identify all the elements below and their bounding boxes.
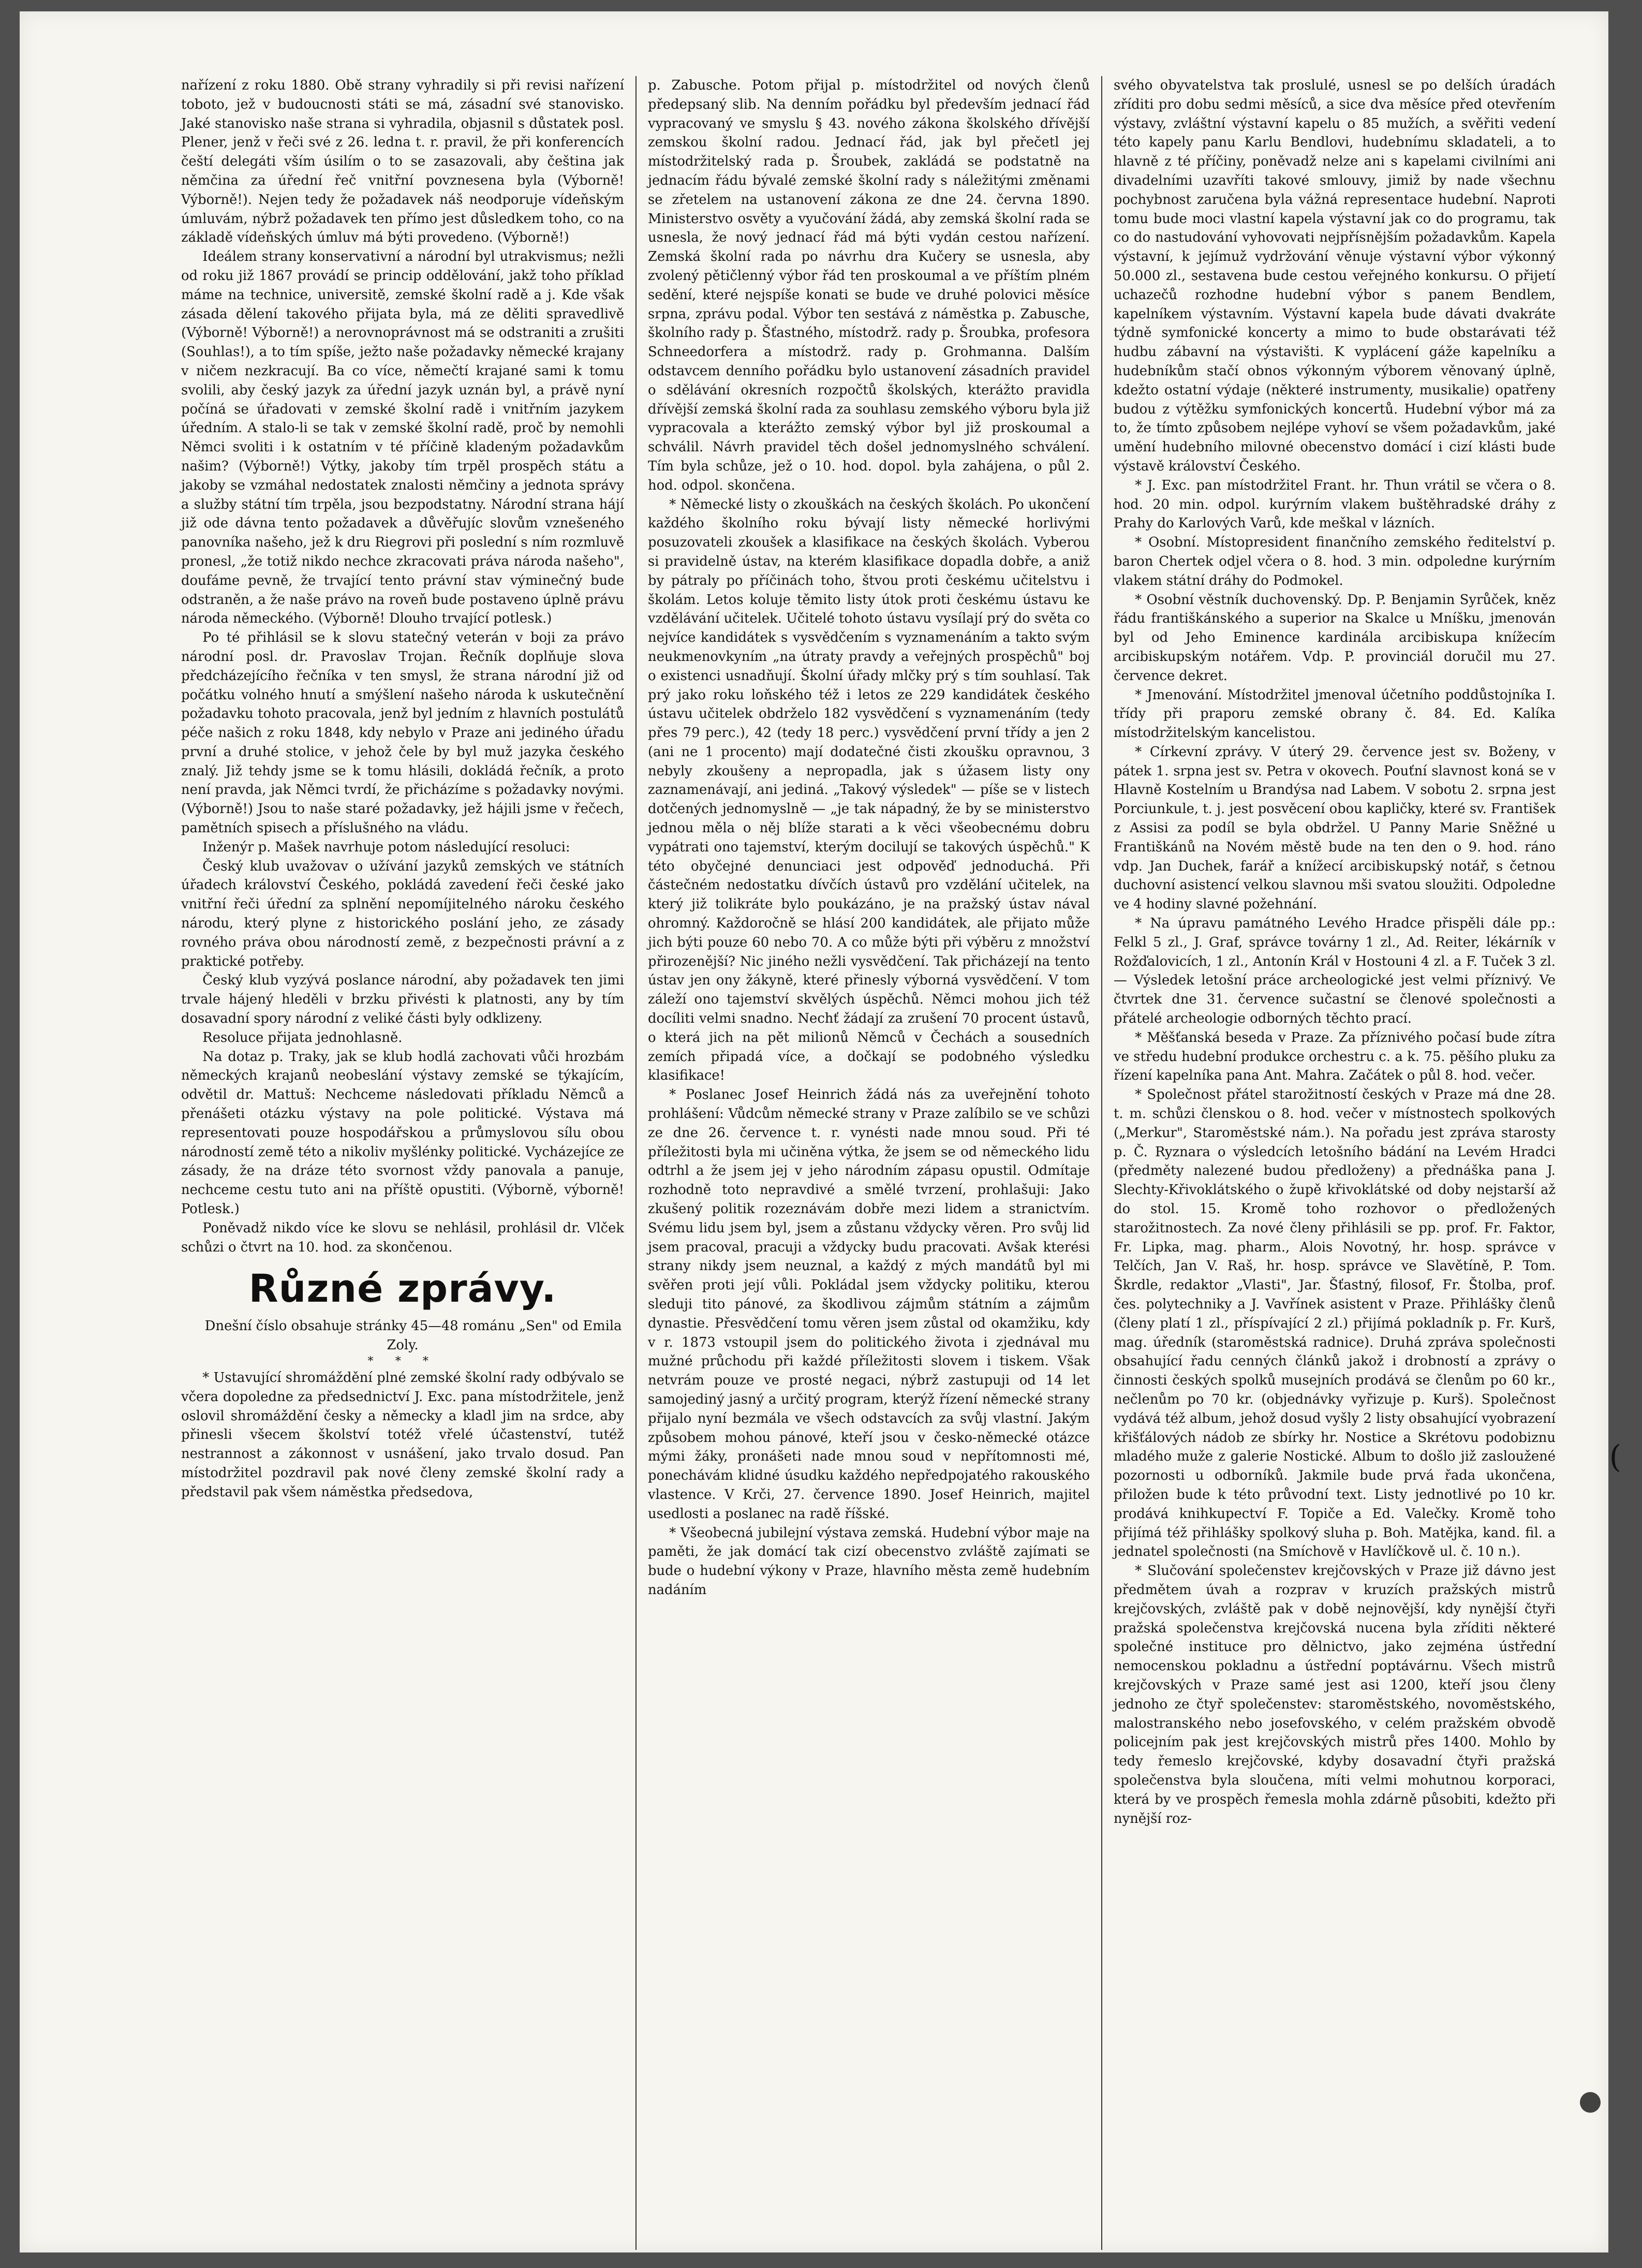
paragraph: * Poslanec Josef Heinrich žádá nás za uveřejnění tohoto prohlášení: Vůdcům německé strany v Praze zalíbilo se ve schůzi ze dne 26. července t. r. vynésti nade mnou soud. Při té příležitosti byla mi učiněna výtka, že jsem se od německého lidu odtrhl a že jsem jej v jeho národním zápasu opustil. Odmítaje rozhodně toto nepravdivé a smělé tvrzení, prohlašuji: Jako zkušený politik rozeznávám dobře mezi lidem a stranictvím. Svému lidu jsem byl, jsem a zůstanu vždycky věren. Pro svůj lid jsem pracoval, pracuji a vždycky budu pracovati. Avšak kterési strany nikdy jsem neuznal, a každý z mých mandátů byl mi svěřen proti její vůli. Pokládal jsem vždycky politiku, kterou sleduji tito pánové, za škodlivou zájmům státním a zájmům dynastie. Přesvědčení tomu věren jsem zůstal od okamžiku, kdy v r. 1873 vstoupil jsem do politického života i zjednával mu mužné průchodu při každé příležitosti slovem i tiskem. Však netvrám pouze ve prosté negaci, nýbrž zastupuji od 14 let samojediný jasný a určitý program, kterýž řízení německé strany přijalo nyní bezmála ve všech odstavcích za svůj vlastní. Jakým způsobem mohou pánové, kteří jsou v česko-německé otázce mými žáky, pronášeti nade mnou soud v nepřítomnosti mé, ponechávám klidné úsudku každého nepředpojatého rakouského vlastence. V Krči, 27. července 1890. Josef Heinrich, majitel usedlosti a poslanec na radě říšské. [648,1087,1090,1522]
paragraph: Český klub vyzývá poslance národní, aby požadavek ten jimi trvale hájený hleděli v brzku přivésti k platnosti, any by tím dosavadní spory národní z veliké části byly odklizeny. [181,973,624,1027]
columns [170,76,1603,2250]
section-title: Různé zprávy. [248,1266,557,1312]
column-2 [635,76,1101,2250]
paragraph: * Církevní zprávy. V úterý 29. července jest sv. Boženy, v pátek 1. srpna jest sv. Petra v okovech. Pouťní slavnost koná se v Hlavně Kostelním u Brandýsa nad Labem. V sobotu 2. srpna jest Porciunkule, t. j. jest posvěcení obou kapličky, které sv. František z Assisi za podíl se byla obdržel. U Panny Marie Sněžné u Františkánů na Novém městě bude na ten den o 9. hod. ráno vdp. Jan Duchek, farář a knížecí arcibiskupský notář, s četnou duchovní asistencí velkou slavnou mši svatou sloužiti. Odpoledne ve 4 hodiny slavné požehnání. [1114,744,1556,912]
paragraph: svého obyvatelstva tak proslulé, usnesl se po delších úradách zříditi pro dobu sedmi měsíců, a sice dva měsíce před otevřením výstavy, zvláštní výstavní kapelu o 85 mužích, a svěřiti vedení této kapely panu Karlu Bendlovi, hudebnímu skladateli, a to hlavně z té příčiny, poněvadž nelze ani s kapelami civilními ani divadelními uzavříti takové smlouvy, jimiž by nade všechnu pochybnost zaručena byla vážná representace hudební. Naproti tomu bude moci vlastní kapela výstavní jak co do programu, tak co do nastudování vyhovovati nejpřísnějším požadavkům. Kapela výstavní, k jejímuž vydržování věnuje výstavní výbor výkonný 50.000 zl., sestavena bude cestou veřejného konkursu. O přijetí uchazečů rozhodne hudební výbor s panem Bendlem, kapelníkem výstavním. Výstavní kapela bude dávati dvakráte týdně symfonické koncerty a mimo to bude obstarávati též hudbu zábavní na výstavišti. K vyplácení gáže kapelníku a hudebníkům stačí obnos výkonným výborem věnovaný úplně, kdežto ostatní výdaje (některé instrumenty, musikalie) opatřeny budou z výtěžku symfonických koncertů. Hudební výbor má za to, že tímto způsobem nejlépe vyhoví se všem požadavkům, jaké umění hudebního milovné obecenstvo domácí i cizí klásti bude výstavě království Českého. [1114,78,1556,474]
paragraph: * Jmenování. Místodržitel jmenoval účetního poddůstojníka I. třídy při praporu zemské obrany č. 84. Ed. Kalíka místodržitelským kancelistou. [1114,687,1556,741]
paragraph: * Měšťanská beseda v Praze. Za příznivého počasí bude zítra ve středu hudební produkce orchestru c. a k. 75. pěšího pluku za řízení kapelníka pana Ant. Mahra. Začátek o půl 8. hod. večer. [1114,1029,1556,1084]
separator-stars: * * * [367,1355,438,1368]
paragraph: * Společnost přátel starožitností českých v Praze má dne 28. t. m. schůzi členskou o 8. hod. večer v místnostech spolkových („Merkur", Staroměstské nám.). Na pořadu jest zpráva starosty p. Č. Ryznara o výsledcích letošního bádání na Levém Hradci (předměty nalezené budou předloženy) a přednáška pana J. Slechty-Křivoklátského o župě křivoklátské od doby nejstarší až do stol. 15. Kromě toho rozhovor o předložených starožitnostech. Za nové členy přihlásili se pp. prof. Fr. Faktor, Fr. Lipka, mag. pharm., Alois Novotný, hr. hosp. správce v Telčích, Jan V. Raš, hr. hosp. správce ve Slavětíně, P. Tom. Škrdle, redaktor „Vlasti", Jar. Šťastný, filosof, Fr. Štolba, prof. čes. polytechniky a J. Vavřínek asistent v Praze. Přihlášky členů (členy platí 1 zl., příspívající 2 zl.) přijímá pokladník p. Fr. Kurš, mag. úředník (staroměstská radnice). Druhá zpráva společnosti obsahující řadu cenných článků jakož i drobností a zprávy o činnosti českých spolků musejních prodává se členům po 60 kr., nečlenům po 70 kr. (objednávky vyřizuje p. Kurš). Společnost vydává též album, jehož dosud vyšly 2 listy obsahující vyobrazení křišťálových nádob ze sbírky hr. Nostice a Skrétovu podobiznu mladého muže z galerie Nostické. Album to došlo již zasloužené pozornosti u odborníků. Jakmile bude prvá řada ukončena, přiložen bude k této průvodní text. Listy jednotlivé po 10 kr. prodává knihkupectví F. Topiče a Ed. Valečky. Kromě toho přijímá též přihlášky spolkový sluha p. Boh. Matějka, kand. fil. a jednatel společnosti (na Smíchově v Havlíčkově ul. č. 10 n.). [1114,1087,1556,1560]
paragraph: * Ustavující shromáždění plné zemské školní rady odbývalo se včera dopoledne za předsednictví J. Exc. pana místodržitele, jenž oslovil shromáždění česky a německy a kladl jim na srdce, aby přinesli všecem školství totéž vřelé účastenství, tutéž nestrannost a zákonnost v usnášení, jako trvalo dosud. Pan místodržitel pozdravil pak nové členy zemské školní rady a představil pak všem náměstka předsedova, [181,1370,624,1500]
paragraph: * Na úpravu památného Levého Hradce přispěli dále pp.: Felkl 5 zl., J. Graf, správce továrny 1 zl., Ad. Reiter, lékárník v Rožďalovicích, 1 zl., Antonín Král v Hostouni 4 zl. a F. Tuček 3 zl. — Výsledek letošní práce archeologické jest velmi příznivý. Ve čtvrtek dne 31. července sučastní se členové společnosti a přátelé archeologie odborných těchto prací. [1114,916,1556,1027]
paragraph: * Všeobecná jubilejní výstava zemská. Hudební výbor maje na paměti, že jak domácí tak cizí obecenstvo zvláště zajímati se bude o hudební výkony v Praze, hlavního města země hudebním nadáním [648,1525,1090,1598]
paragraph: * Slučování společenstev krejčovských v Praze již dávno jest předmětem úvah a rozprav v kruzích pražských mistrů krejčovských, zvláště pak v době nejnovější, kdy nynější čtyři pražská společenstva krejčovská nucena byla zříditi některé společné instituce pro dělnictvo, jako zejména ústřední nemocenskou pokladnu a ústřední poptávárnu. Všech mistrů krejčovských v Praze samé jest asi 1200, kteří jsou členy jednoho ze čtyř společenstev: staroměstského, novoměstského, malostranského nebo josefovského, v celém pražském obvodě policejním pak jest krejčovských mistrů přes 1400. Mohlo by tedy řemeslo krejčovské, kdyby dosavadní čtyři pražská společenstva byla sloučena, míti velmi mohutnou korporaci, která by ve prospěch řemesla mohla zdárně působiti, kdežto při nynější roz- [1114,1563,1556,1827]
novel-notice: Dnešní číslo obsahuje stránky 45—48 románu „Sen" od Emila Zoly. [204,1318,622,1353]
paragraph: Poněvadž nikdo více ke slovu se nehlásil, prohlásil dr. Vlček schůzi o čtvrt na 10. hod. za skončenou. [181,1220,624,1255]
paragraph: Ideálem strany konservativní a národní byl utrakvismus; nežli od roku již 1867 provádí se princip oddělování, jakž toho příklad máme na technice, universitě, zemské školní radě a j. Kde však zásada dělení takového přijata byla, má ze děliti spravedlivě (Výborně! Výborně!) a nerovnoprávnost má se odstraniti a zrušiti (Souhlas!), a to tím spíše, ježto naše požadavky německé krajany v ničem nezkracují. Ba co více, němečtí krajané sami k tomu svolili, aby český jazyk za úřední jazyk uznán byl, a právě nyní počíná se úřadovati v zemské školní radě i vnitřním jazykem úředním. A stalo-li se tak v zemské školní radě, proč by nemohli Němci svoliti i k ostatním v té příčině kladeným požadavkům našim? (Výborně!) Výtky, jakoby tím trpěl prospěch státu a jakoby se vzmáhal nedostatek znalosti němčiny a jednota správy a služby státní tím trpěla, jsou bezpodstatny. Národní strana hájí již ode dávna tento požadavek a důvěřujíc slovům vznešeného panovníka našeho, jež k dru Riegrovi při poslední s ním rozmluvě pronesl, „že totiž nikdo nechce zkracovati práva národa našeho", doufáme pevně, že trvající tento právní stav výminečný bude odstraněn, a že naše právo na roveň bude postaveno úplně právu národa německého. (Výborně! Dlouho trvající potlesk.) [181,249,624,627]
column-3 [1101,76,1567,2250]
ink-dot [1580,2092,1601,2113]
paragraph: Inženýr p. Mašek navrhuje potom následující resoluci: [202,839,570,855]
paragraph: p. Zabusche. Potom přijal p. místodržitel od nových členů předepsaný slib. Na denním pořádku byl především jednací řád vypracovaný ve smyslu § 43. nového zákona školského dřívější zemskou školní radou. Jednací řád, jak byl přečetl jej místodržitelský rada p. Šroubek, zakládá se podstatně na jednacím řádu bývalé zemské školní rady s náležitými změnami se zřetelem na ustanovení zákona ze dne 24. června 1890. Ministerstvo osvěty a vyučování žádá, aby zemská školní rada se usnesla, že nový jednací řád má býti vydán cestou nařízení. Zemská školní rada po návrhu dra Kučery se usnesla, aby zvolený pětičlenný výbor řád ten proskoumal a ve příštím plném sedění, které nejspíše konati se bude ve druhé polovici měsíce srpna, zprávu podal. Výbor ten sestává z náměstka p. Zabusche, školního rady p. Šťastného, místodrž. rady p. Šroubka, profesora Schneedorfera a místodrž. rady p. Grohmanna. Dalším odstavcem denního pořádku bylo ustanovení zásadních pravidel o sdělávání okresních rozpočtů školských, kterážto pravidla dřívější zemská školní rada za souhlasu zemského výboru byla již vypracovala a kterážto zemský výbor byl již proskoumal a schválil. Návrh pravidel těch došel jednomyslného schválení. Tím byla schůze, jež o 10. hod. dopol. byla zahájena, o půl 2. hod. odpol. skončena. [648,78,1090,493]
column-1 [170,76,635,2250]
paragraph: Na dotaz p. Traky, jak se klub hodlá zachovati vůči hrozbám německých krajanů neobeslání výstavy zemské se týkajícím, odvětil dr. Mattuš: Nechceme následovati příkladu Němců a přenášeti otázku výstavy na pole politické. Výstava má representovati pouze hospodářskou a průmyslovou sílu obou národností země této a nikoliv myšlénky politické. Vycházejíce ze zásady, že na dráze této svornost vždy panovala a panuje, nechceme cestu tuto ani na příště opustiti. (Výborně, výborně! Potlesk.) [181,1049,624,1217]
paragraph: * Osobní. Místopresident finančního zemského ředitelství p. baron Chertek odjel včera o 8. hod. 3 min. odpoledne kurýrním vlakem státní dráhy do Podmokel. [1114,535,1556,588]
newspaper-page [20,11,1608,2252]
paragraph: * Osobní věstník duchovenský. Dp. P. Benjamin Syrůček, kněz řádu františkánského a superior na Skalce u Mníšku, jmenován byl od Jeho Eminence kardinála arcibiskupa knížecím arcibiskupským notářem. Vdp. P. provinciál doručil mu 27. července dekret. [1114,592,1556,684]
paragraph: * Německé listy o zkouškách na českých školách. Po ukončení každého školního roku bývají listy německé horlivými posuzovateli zkoušek a klasifikace na českých školách. Vyberou si pravidelně ústav, na kterém klasifikace dopadla dobře, a aniž by pátraly po příčinách toho, štvou proti českému učitelstvu i školám. Letos koluje těmito listy útok proti českému ústavu ke vzdělávání učitelek. Učitelé tohoto ústavu vysílají prý do světa co nejvíce kandidátek s vysvědčením s vyznamenáním a takto svým neukmenovkyním „na útraty pravdy a veřejných prospěchů" boj o existenci usnadňují. Školní úřady mlčky prý s tím souhlasí. Tak prý jako roku loňského též i letos ze 229 kandidátek českého ústavu učitelek obdrželo 182 vysvědčení s vyznamenáním (tedy přes 79 perc.), 42 (tedy 18 perc.) vysvědčení první třídy a jen 2 (ani ne 1 procento) mají dodatečné čisti zkoušku opravnou, 3 nebyly zkoušeny a nepropadla, jak s úžasem listy ony zaznamenávají, ani jediná. „Takový výsledek" — píše se v listech dotčených jednomyslně — „je tak nápadný, že by se ministerstvo jednou měla o něj blíže starati a k věci všeobecnému dobru vypátrati ono tajemství, kterým docilují se takových úspěchů." K této obyčejné denunciaci jest odpověď jednoduchá. Při částečném nedostatku dívčích ústavů pro vzdělání učitelek, na který již tolikráte bylo poukázáno, je na pražský ústav nával ohromný. Každoročně se hlásí 200 kandidátek, ale přijato může jich býti pouze 60 nebo 70. A co může býti při výběru z množství přirozenější? Nic jiného nežli vysvědčení. Tak přicházejí na tento ústav jen ony žákyně, které přinesly výborná vysvědčení. V tom záleží ono tajemství skvělých úspěchů. Němci mohou jich též docíliti velmi snadno. Nechť žádají za zrušení 70 procent ústavů, o která jich na pět milionů Němců v Čechách a sousedních zemích připadá více, a dočkají se podobného výsledku klasifikace! [648,496,1090,1084]
paragraph: Resoluce přijata jednohlasně. [202,1029,403,1045]
paragraph: * J. Exc. pan místodržitel Frant. hr. Thun vrátil se včera o 8. hod. 20 min. odpol. kurýrním vlakem buštěhradské dráhy z Prahy do Karlových Varů, kde meškal v lázních. [1114,477,1556,532]
paragraph: nařízení z roku 1880. Obě strany vyhradily si při revisi nařízení toboto, jež v budoucnosti státi se má, zásadní své stanovisko. Jaké stanovisko naše strana si vyhradila, objasnil s důstatek posl. Plener, jenž v řeči své z 26. ledna t. r. pravil, že při konferencích čeští delegáti vším úsilím o to se zasazovali, aby čeština jak němčina za úřední řeč vnitřní povznesena byla (Výborně! Výborně!). Nejen tedy že požadavek náš neodporuje vídeňským úmluvám, nýbrž požadavek ten přímo jest důsledkem toho, co na základě vídeňských úmluv má býti provedeno. (Výborně!) [181,78,624,246]
paragraph: Český klub uvažovav o užívání jazyků zemských ve státních úřadech království Českého, pokládá zavedení řeči české jako vnitřní řeči úřední za splnění nepomíjitelného nároku českého národu, který plyne z historického poslání jeho, ze zásady rovného práva obou národností země, z bezpečnosti právní a z praktické potřeby. [181,858,624,969]
margin-mark: ( [1609,1439,1621,1475]
paragraph: Po té přihlásil se k slovu statečný veterán v boji za právo národní posl. dr. Pravoslav Trojan. Řečník doplňuje slova předcházejícího řečníka v ten smysl, že strana národní již od počátku volného hnutí a smýšlení našeho národa k uskutečnění požadavku tohoto pracovala, jenž byl jedním z hlavních postulátů péče našich z roku 1848, kdy nebylo v Praze ani jediného úřadu první a druhé stolice, v jehož čele by byl muž jazyka českého znalý. Již tehdy jsme se k tomu hlásili, dokládá řečník, a proto není pravda, jak Němci tvrdí, že přicházíme s požadavky novými. (Výborně!) Jsou to naše staré požadavky, jež hájili jsme v řečech, pamětních spisech a příslušného na vládu. [181,630,624,836]
